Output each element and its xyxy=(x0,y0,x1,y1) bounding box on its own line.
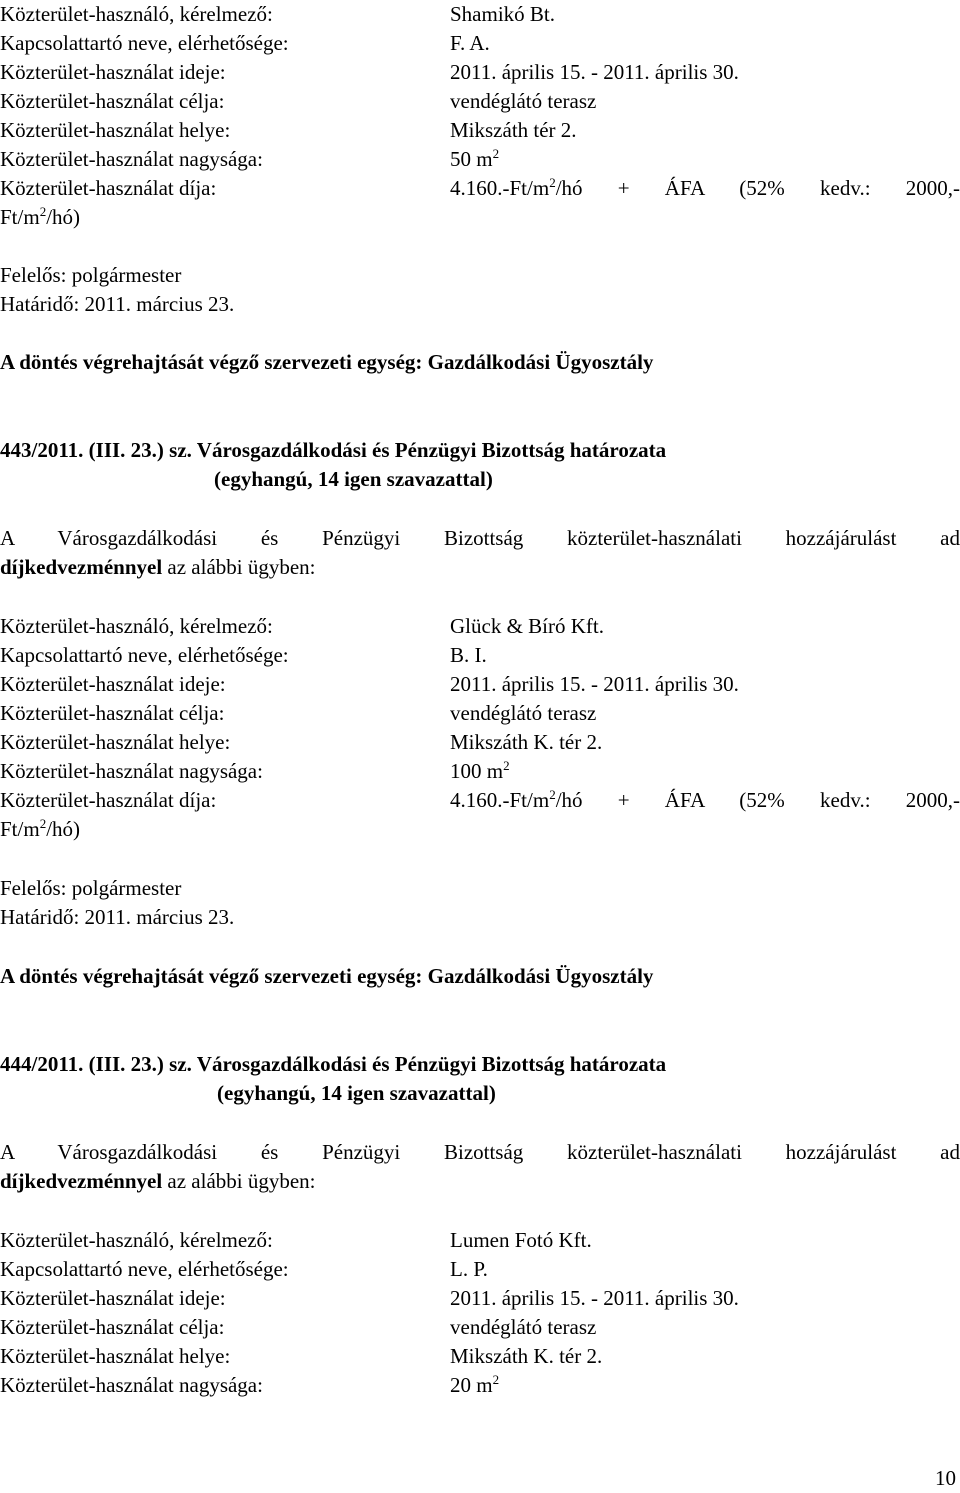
field-row-applicant xyxy=(0,1226,960,1254)
field-label: Közterület-használat célja: xyxy=(0,1315,225,1339)
field-label: Közterület-használat helye: xyxy=(0,730,231,754)
field-value: 100 $m^2$ xyxy=(450,758,510,783)
page-number: 10 xyxy=(935,1466,956,1490)
field-value: F. A. xyxy=(450,31,490,55)
field-value: Lumen Fotó Kft. xyxy=(450,1228,592,1252)
field-row-fee xyxy=(0,786,960,814)
field-row-place xyxy=(0,728,960,756)
field-value: $4.160.-Ft/m^2/hó$ + ÁFA (52% kedv.: 2000,- xyxy=(450,175,960,200)
field-value: Mikszáth K. tér 2. xyxy=(450,730,603,754)
field-label: Közterület-használat nagysága: xyxy=(0,1373,263,1397)
field-row-size xyxy=(0,757,960,785)
field-value: Glück & Bíró Kft. xyxy=(450,614,604,638)
decision-vote: (egyhangú, 14 igen szavazattal) xyxy=(214,467,493,491)
fee-continuation: $Ft/m^2/hó$) xyxy=(0,816,81,841)
field-row-place xyxy=(0,1342,960,1370)
field-value: Mikszáth K. tér 2. xyxy=(450,1344,603,1368)
field-label: Közterület-használat díja: xyxy=(0,788,217,812)
decision-vote: (egyhangú, 14 igen szavazattal) xyxy=(217,1081,496,1105)
field-row-size xyxy=(0,145,960,173)
field-label: Közterület-használat díja: xyxy=(0,176,217,200)
field-label: Közterület-használat helye: xyxy=(0,118,231,142)
decision-title: 443/2011. (III. 23.) sz. Városgazdálkodási és Pénzügyi Bizottság határozata xyxy=(0,438,667,462)
field-label: Kapcsolattartó neve, elérhetősége: xyxy=(0,31,289,55)
field-label: Kapcsolattartó neve, elérhetősége: xyxy=(0,1257,289,1281)
field-value: 20 $m^2$ xyxy=(450,1372,500,1397)
field-row-period xyxy=(0,670,960,698)
field-label: Közterület-használat célja: xyxy=(0,701,225,725)
field-label: Közterület-használat ideje: xyxy=(0,672,226,696)
field-row-purpose xyxy=(0,699,960,727)
fee-continuation: $Ft/m^2/hó$) xyxy=(0,204,81,229)
field-row-purpose xyxy=(0,1313,960,1341)
field-row-period xyxy=(0,1284,960,1312)
field-label: Közterület-használat célja: xyxy=(0,89,225,113)
field-row-place xyxy=(0,116,960,144)
decision-intro: A Városgazdálkodási és Pénzügyi Bizottság közterület-használati hozzájárulást ad xyxy=(0,526,960,550)
field-value: 2011. április 15. - 2011. április 30. xyxy=(450,1286,739,1310)
deadline-text: Határidő: 2011. március 23. xyxy=(0,905,235,929)
field-value: vendéglátó terasz xyxy=(450,89,597,113)
field-row-size xyxy=(0,1371,960,1399)
field-value: Mikszáth tér 2. xyxy=(450,118,577,142)
decision-title: 444/2011. (III. 23.) sz. Városgazdálkodási és Pénzügyi Bizottság határozata xyxy=(0,1052,667,1076)
field-row-contact xyxy=(0,1255,960,1283)
execution-unit-text: A döntés végrehajtását végző szervezeti egység: Gazdálkodási Ügyosztály xyxy=(0,964,654,988)
field-row-purpose xyxy=(0,87,960,115)
field-label: Közterület-használat nagysága: xyxy=(0,147,263,171)
field-label: Közterület-használat ideje: xyxy=(0,1286,226,1310)
field-value: 50 $m^2$ xyxy=(450,146,500,171)
field-label: Közterület-használat ideje: xyxy=(0,60,226,84)
responsible-text: Felelős: polgármester xyxy=(0,876,182,900)
field-row-applicant xyxy=(0,612,960,640)
field-value: 2011. április 15. - 2011. április 30. xyxy=(450,672,739,696)
field-label: Közterület-használó, kérelmező: xyxy=(0,614,273,638)
field-value: L. P. xyxy=(450,1257,488,1281)
decision-intro-cont: díjkedvezménnyel az alábbi ügyben: xyxy=(0,1169,316,1193)
execution-unit-text: A döntés végrehajtását végző szervezeti egység: Gazdálkodási Ügyosztály xyxy=(0,350,654,374)
field-row-applicant xyxy=(0,0,960,28)
field-label: Kapcsolattartó neve, elérhetősége: xyxy=(0,643,289,667)
field-row-fee xyxy=(0,174,960,202)
field-label: Közterület-használó, kérelmező: xyxy=(0,1228,273,1252)
field-value: vendéglátó terasz xyxy=(450,701,597,725)
responsible-text: Felelős: polgármester xyxy=(0,263,182,287)
field-value: Shamikó Bt. xyxy=(450,2,556,26)
field-row-period xyxy=(0,58,960,86)
field-value: vendéglátó terasz xyxy=(450,1315,597,1339)
decision-intro-cont: díjkedvezménnyel az alábbi ügyben: xyxy=(0,555,316,579)
field-row-contact xyxy=(0,29,960,57)
field-value: 2011. április 15. - 2011. április 30. xyxy=(450,60,739,84)
field-value: B. I. xyxy=(450,643,487,667)
deadline-text: Határidő: 2011. március 23. xyxy=(0,292,235,316)
field-value: $4.160.-Ft/m^2/hó$ + ÁFA (52% kedv.: 2000,- xyxy=(450,787,960,812)
field-row-contact xyxy=(0,641,960,669)
decision-intro: A Városgazdálkodási és Pénzügyi Bizottság közterület-használati hozzájárulást ad xyxy=(0,1140,960,1164)
field-label: Közterület-használat nagysága: xyxy=(0,759,263,783)
field-label: Közterület-használat helye: xyxy=(0,1344,231,1368)
field-label: Közterület-használó, kérelmező: xyxy=(0,2,273,26)
